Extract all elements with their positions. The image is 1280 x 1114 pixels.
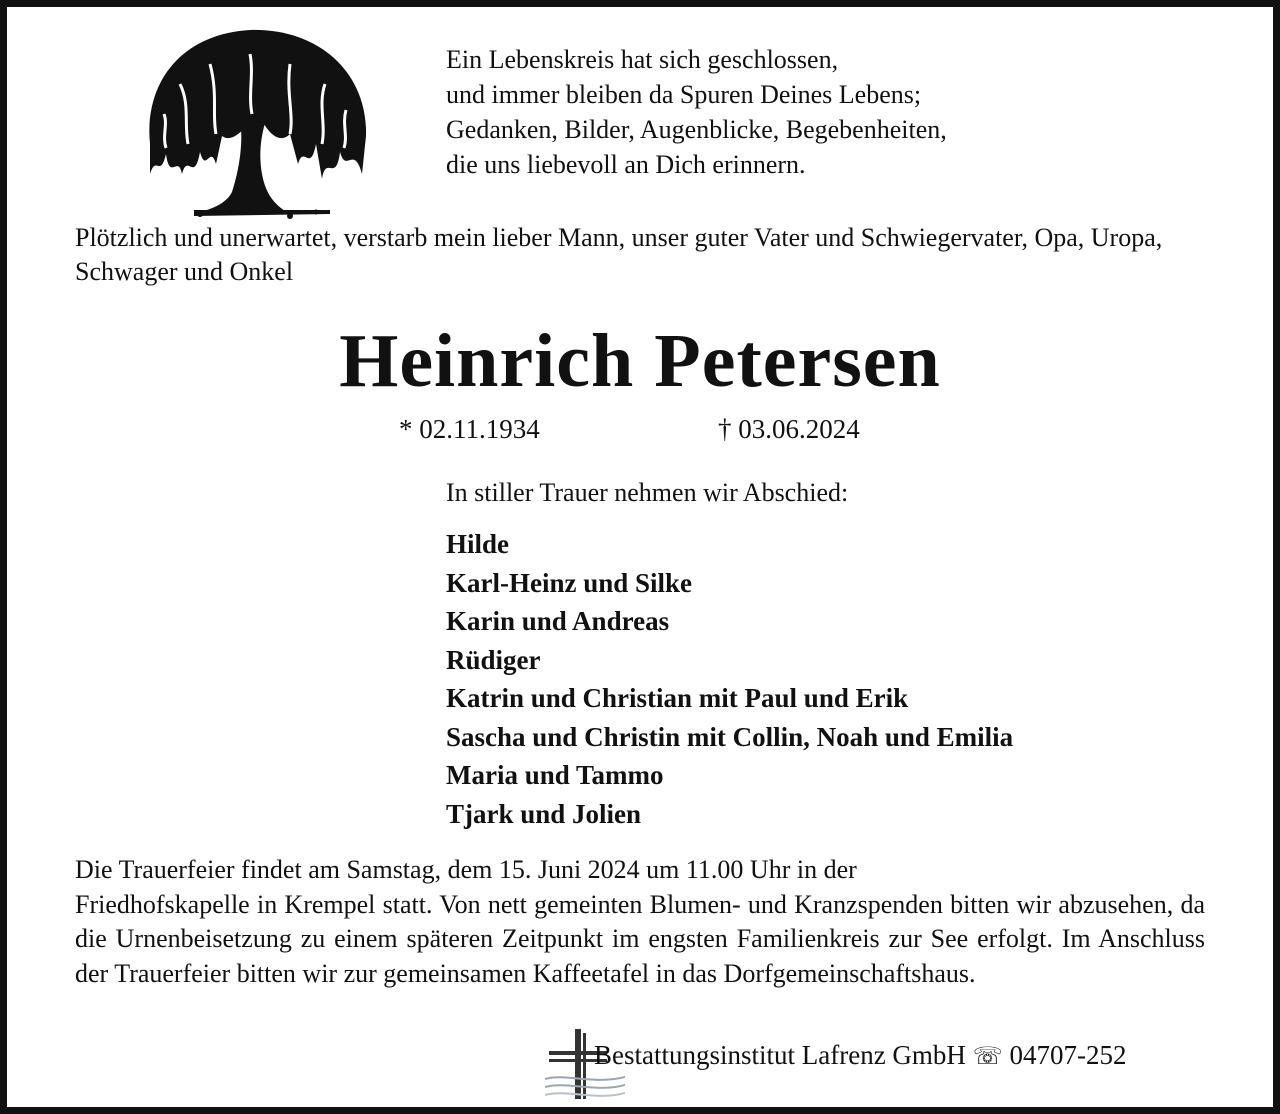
- family-member: Tjark und Jolien: [446, 798, 642, 829]
- service-line: Die Trauerfeier findet am Samstag, dem 15. Juni 2024 um 11.00 Uhr in der: [75, 855, 857, 884]
- willow-tree-icon: [140, 24, 372, 222]
- service-info: [75, 853, 1205, 991]
- deceased-name: Heinrich Petersen: [339, 319, 941, 403]
- family-member: Maria und Tammo: [446, 760, 664, 790]
- poem-line: und immer bleiben da Spuren Deines Lebens;: [446, 80, 922, 109]
- family-member: Hilde: [446, 529, 510, 559]
- phone-icon: ☏: [972, 1042, 1003, 1070]
- undertaker-name: Bestattungsinstitut Lafrenz GmbH: [594, 1040, 966, 1070]
- service-paragraph: Friedhofskapelle in Krempel statt. Von nett gemeinten Blumen- und Kranzspenden bitten wir abzusehen, da die Urnenbeisetzung zu einem späteren Zeitpunkt im engsten Familienkreis zur See erfolgt. Im Anschluss der Trauerfeier bitten wir zur gemeinsamen Kaffeetafel in das Dorfgemeinschaftshaus.: [75, 889, 1205, 988]
- family-member: Karin und Andreas: [446, 606, 670, 636]
- mourning-line: In stiller Trauer nehmen wir Abschied:: [446, 478, 849, 507]
- birth-date: * 02.11.1934: [399, 414, 540, 444]
- family-member: Katrin und Christian mit Paul und Erik: [446, 683, 909, 713]
- poem-line: Ein Lebenskreis hat sich geschlossen,: [446, 45, 839, 74]
- poem-line: Gedanken, Bilder, Augenblicke, Begebenheiten,: [446, 115, 947, 144]
- undertaker-phone: 04707-252: [1009, 1040, 1127, 1070]
- family-list: [446, 525, 1013, 833]
- family-member: Sascha und Christin mit Collin, Noah und Emilia: [446, 721, 1014, 752]
- family-member: Karl-Heinz und Silke: [446, 567, 693, 598]
- poem: [446, 42, 947, 182]
- family-member: Rüdiger: [446, 644, 541, 675]
- poem-line: die uns liebevoll an Dich erinnern.: [446, 150, 806, 179]
- intro-text: Plötzlich und unerwartet, verstarb mein lieber Mann, unser guter Vater und Schwiegervater, Opa, Uropa, Schwager und Onkel: [75, 223, 1163, 286]
- undertaker: [594, 1038, 1126, 1073]
- death-date: † 03.06.2024: [718, 414, 860, 444]
